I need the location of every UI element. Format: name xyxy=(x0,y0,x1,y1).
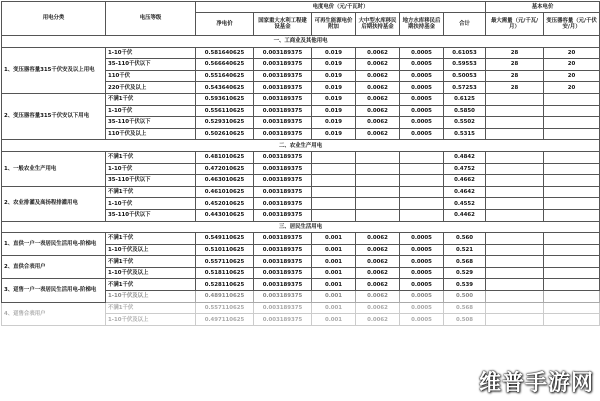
watermark: 维普手游网 xyxy=(478,371,594,396)
col-voltage: 电压等级 xyxy=(106,2,196,36)
f1-cell: 0.003189375 xyxy=(254,105,312,117)
demand-cell xyxy=(486,244,544,256)
total-cell: 0.4752 xyxy=(444,163,486,175)
table-row xyxy=(2,151,600,163)
f3-cell xyxy=(356,151,400,163)
cap-cell xyxy=(544,244,600,256)
f4-cell: 0.0005 xyxy=(400,291,444,303)
total-cell: 0.4842 xyxy=(444,151,486,163)
demand-cell: 28 xyxy=(486,59,544,71)
cap-cell: 20 xyxy=(544,59,600,71)
f2-cell: 0.019 xyxy=(312,93,356,105)
col-price-group: 电度电价（元/千瓦时） xyxy=(196,2,486,13)
f3-cell: 0.0062 xyxy=(356,256,400,268)
f1-cell: 0.003189375 xyxy=(254,82,312,94)
col-basic-group: 基本电价 xyxy=(486,2,600,13)
demand-cell: 28 xyxy=(486,70,544,82)
total-cell: 0.4552 xyxy=(444,198,486,210)
total-cell: 0.5315 xyxy=(444,128,486,140)
cap-cell: 20 xyxy=(544,47,600,59)
net-cell: 0.529310625 xyxy=(196,117,254,129)
net-cell: 0.461010625 xyxy=(196,186,254,198)
f3-cell: 0.0062 xyxy=(356,47,400,59)
net-cell: 0.528110625 xyxy=(196,279,254,291)
f1-cell: 0.003189375 xyxy=(254,198,312,210)
voltage-cell: 1-10千伏及以上 xyxy=(106,291,196,303)
cap-cell xyxy=(544,209,600,221)
total-cell: 0.539 xyxy=(444,279,486,291)
net-cell: 0.566640625 xyxy=(196,59,254,71)
f1-cell: 0.003189375 xyxy=(254,302,312,314)
demand-cell: 28 xyxy=(486,82,544,94)
net-cell: 0.463010625 xyxy=(196,175,254,187)
category-cell: 2、变压器容量315千伏安以下用电 xyxy=(2,93,106,139)
f2-cell: 0.001 xyxy=(312,256,356,268)
f3-cell: 0.0062 xyxy=(356,93,400,105)
f4-cell: 0.0005 xyxy=(400,82,444,94)
col-category: 用电分类 xyxy=(2,2,106,36)
f1-cell: 0.003189375 xyxy=(254,244,312,256)
demand-cell xyxy=(486,105,544,117)
cap-cell xyxy=(544,105,600,117)
demand-cell xyxy=(486,175,544,187)
f2-cell xyxy=(312,151,356,163)
section-title: 二、农业生产用电 xyxy=(2,140,600,152)
col-fund3: 大中型水库移民后期扶持基金 xyxy=(356,13,400,36)
col-fund1: 国家重大水利工程建设基金 xyxy=(254,13,312,36)
f2-cell: 0.019 xyxy=(312,105,356,117)
f2-cell xyxy=(312,209,356,221)
voltage-cell: 35-110千伏以下 xyxy=(106,175,196,187)
f1-cell: 0.003189375 xyxy=(254,151,312,163)
demand-cell xyxy=(486,256,544,268)
table-row xyxy=(2,93,600,105)
category-cell: 4、趸售合表用户 xyxy=(2,302,106,325)
net-cell: 0.472010625 xyxy=(196,163,254,175)
f4-cell xyxy=(400,209,444,221)
f2-cell: 0.001 xyxy=(312,279,356,291)
f2-cell: 0.001 xyxy=(312,244,356,256)
total-cell: 0.500 xyxy=(444,291,486,303)
f4-cell xyxy=(400,198,444,210)
f4-cell xyxy=(400,151,444,163)
f1-cell: 0.003189375 xyxy=(254,70,312,82)
f2-cell: 0.019 xyxy=(312,70,356,82)
section-title: 一、工商业及其他用电 xyxy=(2,36,600,48)
category-cell: 1、一般农业生产用电 xyxy=(2,151,106,186)
voltage-cell: 110千伏及以上 xyxy=(106,128,196,140)
net-cell: 0.518110625 xyxy=(196,267,254,279)
net-cell: 0.557110625 xyxy=(196,256,254,268)
demand-cell xyxy=(486,314,544,326)
f1-cell: 0.003189375 xyxy=(254,128,312,140)
f2-cell: 0.001 xyxy=(312,233,356,245)
col-total: 合计 xyxy=(444,13,486,36)
f1-cell: 0.003189375 xyxy=(254,256,312,268)
cap-cell xyxy=(544,186,600,198)
f1-cell: 0.003189375 xyxy=(254,59,312,71)
net-cell: 0.551640625 xyxy=(196,70,254,82)
f1-cell: 0.003189375 xyxy=(254,47,312,59)
f1-cell: 0.003189375 xyxy=(254,163,312,175)
f2-cell xyxy=(312,175,356,187)
category-cell: 3、趸售一户一表居民生活用电-阶梯电 xyxy=(2,279,106,302)
f1-cell: 0.003189375 xyxy=(254,186,312,198)
net-cell: 0.452010625 xyxy=(196,198,254,210)
cap-cell xyxy=(544,198,600,210)
voltage-cell: 不满1千伏 xyxy=(106,302,196,314)
col-max-demand: 最大需量（元/千瓦/月） xyxy=(486,13,544,36)
total-cell: 0.59553 xyxy=(444,59,486,71)
f3-cell: 0.0062 xyxy=(356,233,400,245)
f1-cell: 0.003189375 xyxy=(254,209,312,221)
f3-cell: 0.0062 xyxy=(356,128,400,140)
total-cell: 0.4662 xyxy=(444,175,486,187)
f3-cell: 0.0062 xyxy=(356,59,400,71)
f2-cell: 0.001 xyxy=(312,302,356,314)
f4-cell xyxy=(400,163,444,175)
f2-cell: 0.019 xyxy=(312,82,356,94)
cap-cell xyxy=(544,256,600,268)
f1-cell: 0.003189375 xyxy=(254,233,312,245)
cap-cell xyxy=(544,175,600,187)
f3-cell: 0.0062 xyxy=(356,117,400,129)
f2-cell: 0.019 xyxy=(312,117,356,129)
cap-cell xyxy=(544,314,600,326)
total-cell: 0.4642 xyxy=(444,186,486,198)
cap-cell: 20 xyxy=(544,70,600,82)
f4-cell: 0.0005 xyxy=(400,279,444,291)
voltage-cell: 220千伏及以上 xyxy=(106,82,196,94)
f3-cell: 0.0062 xyxy=(356,302,400,314)
net-cell: 0.549110625 xyxy=(196,233,254,245)
cap-cell xyxy=(544,291,600,303)
f3-cell: 0.0062 xyxy=(356,82,400,94)
f2-cell: 0.019 xyxy=(312,128,356,140)
f1-cell: 0.003189375 xyxy=(254,314,312,326)
f2-cell xyxy=(312,163,356,175)
cap-cell xyxy=(544,302,600,314)
f4-cell: 0.0005 xyxy=(400,70,444,82)
cap-cell xyxy=(544,128,600,140)
f1-cell: 0.003189375 xyxy=(254,291,312,303)
cap-cell xyxy=(544,117,600,129)
demand-cell xyxy=(486,151,544,163)
cap-cell xyxy=(544,163,600,175)
f3-cell: 0.0062 xyxy=(356,279,400,291)
cap-cell: 20 xyxy=(544,82,600,94)
voltage-cell: 不满1千伏 xyxy=(106,93,196,105)
f4-cell: 0.0005 xyxy=(400,59,444,71)
table-row xyxy=(2,47,600,59)
f2-cell: 0.019 xyxy=(312,59,356,71)
category-cell: 1、变压器容量315千伏安及以上用电 xyxy=(2,47,106,93)
net-cell: 0.443010625 xyxy=(196,209,254,221)
voltage-cell: 35-110千伏以下 xyxy=(106,209,196,221)
f1-cell: 0.003189375 xyxy=(254,267,312,279)
f4-cell: 0.0005 xyxy=(400,244,444,256)
voltage-cell: 不满1千伏 xyxy=(106,151,196,163)
net-cell: 0.557110625 xyxy=(196,302,254,314)
f4-cell xyxy=(400,186,444,198)
demand-cell xyxy=(486,209,544,221)
total-cell: 0.521 xyxy=(444,244,486,256)
demand-cell xyxy=(486,93,544,105)
voltage-cell: 110千伏 xyxy=(106,70,196,82)
f1-cell: 0.003189375 xyxy=(254,175,312,187)
table-row xyxy=(2,233,600,245)
voltage-cell: 1-10千伏及以上 xyxy=(106,267,196,279)
net-cell: 0.510110625 xyxy=(196,244,254,256)
net-cell: 0.502610625 xyxy=(196,128,254,140)
f4-cell: 0.0005 xyxy=(400,93,444,105)
f2-cell: 0.001 xyxy=(312,291,356,303)
f3-cell: 0.0062 xyxy=(356,105,400,117)
tariff-table xyxy=(1,1,600,326)
col-net: 净电价 xyxy=(196,13,254,36)
voltage-cell: 1-10千伏 xyxy=(106,105,196,117)
f3-cell xyxy=(356,186,400,198)
f3-cell: 0.0062 xyxy=(356,244,400,256)
voltage-cell: 1-10千伏 xyxy=(106,198,196,210)
cap-cell xyxy=(544,233,600,245)
total-cell: 0.568 xyxy=(444,256,486,268)
net-cell: 0.481010625 xyxy=(196,151,254,163)
f4-cell: 0.0005 xyxy=(400,128,444,140)
total-cell: 0.5502 xyxy=(444,117,486,129)
f2-cell: 0.001 xyxy=(312,314,356,326)
demand-cell xyxy=(486,128,544,140)
demand-cell xyxy=(486,186,544,198)
f4-cell: 0.0005 xyxy=(400,233,444,245)
cap-cell xyxy=(544,267,600,279)
net-cell: 0.497110625 xyxy=(196,314,254,326)
table-row xyxy=(2,256,600,268)
total-cell: 0.568 xyxy=(444,302,486,314)
total-cell: 0.560 xyxy=(444,233,486,245)
total-cell: 0.50053 xyxy=(444,70,486,82)
col-capacity: 变压器容量（元/千伏安/月） xyxy=(544,13,600,36)
table-row xyxy=(2,186,600,198)
demand-cell xyxy=(486,198,544,210)
demand-cell xyxy=(486,279,544,291)
f3-cell xyxy=(356,209,400,221)
net-cell: 0.489110625 xyxy=(196,291,254,303)
table-row xyxy=(2,279,600,291)
net-cell: 0.593610625 xyxy=(196,93,254,105)
voltage-cell: 不满1千伏 xyxy=(106,279,196,291)
demand-cell xyxy=(486,117,544,129)
total-cell: 0.57253 xyxy=(444,82,486,94)
total-cell: 0.6125 xyxy=(444,93,486,105)
category-cell: 1、直供一户一表居民生活用电-阶梯电 xyxy=(2,233,106,256)
demand-cell xyxy=(486,267,544,279)
f2-cell xyxy=(312,186,356,198)
cap-cell xyxy=(544,151,600,163)
net-cell: 0.581640625 xyxy=(196,47,254,59)
demand-cell xyxy=(486,233,544,245)
voltage-cell: 不满1千伏 xyxy=(106,186,196,198)
net-cell: 0.543640625 xyxy=(196,82,254,94)
cap-cell xyxy=(544,93,600,105)
f3-cell xyxy=(356,163,400,175)
voltage-cell: 不满1千伏 xyxy=(106,233,196,245)
f3-cell xyxy=(356,175,400,187)
f3-cell: 0.0062 xyxy=(356,70,400,82)
f3-cell: 0.0062 xyxy=(356,314,400,326)
f4-cell: 0.0005 xyxy=(400,47,444,59)
f4-cell: 0.0005 xyxy=(400,267,444,279)
table-body xyxy=(2,36,600,326)
f3-cell xyxy=(356,198,400,210)
demand-cell xyxy=(486,291,544,303)
section-title: 三、居民生活用电 xyxy=(2,221,600,233)
f1-cell: 0.003189375 xyxy=(254,117,312,129)
voltage-cell: 1-10千伏及以上 xyxy=(106,314,196,326)
demand-cell xyxy=(486,163,544,175)
table-row xyxy=(2,302,600,314)
voltage-cell: 1-10千伏 xyxy=(106,47,196,59)
total-cell: 0.508 xyxy=(444,314,486,326)
total-cell: 0.4462 xyxy=(444,209,486,221)
col-fund4: 地方水库移民后期扶持基金 xyxy=(400,13,444,36)
f4-cell: 0.0005 xyxy=(400,117,444,129)
f2-cell: 0.019 xyxy=(312,47,356,59)
category-cell: 2、农业排灌及高扬程排灌用电 xyxy=(2,186,106,221)
voltage-cell: 1-10千伏及以上 xyxy=(106,244,196,256)
f4-cell: 0.0005 xyxy=(400,256,444,268)
total-cell: 0.5850 xyxy=(444,105,486,117)
f1-cell: 0.003189375 xyxy=(254,93,312,105)
f2-cell xyxy=(312,198,356,210)
net-cell: 0.556110625 xyxy=(196,105,254,117)
total-cell: 0.61053 xyxy=(444,47,486,59)
total-cell: 0.529 xyxy=(444,267,486,279)
f3-cell: 0.0062 xyxy=(356,291,400,303)
category-cell: 2、直供合表用户 xyxy=(2,256,106,279)
f1-cell: 0.003189375 xyxy=(254,279,312,291)
demand-cell xyxy=(486,302,544,314)
voltage-cell: 1-10千伏 xyxy=(106,163,196,175)
voltage-cell: 不满1千伏 xyxy=(106,256,196,268)
f4-cell xyxy=(400,175,444,187)
voltage-cell: 35-110千伏以下 xyxy=(106,117,196,129)
demand-cell: 28 xyxy=(486,47,544,59)
f3-cell: 0.0062 xyxy=(356,267,400,279)
f4-cell: 0.0005 xyxy=(400,105,444,117)
f4-cell: 0.0005 xyxy=(400,314,444,326)
col-fund2: 可再生能源电价附加 xyxy=(312,13,356,36)
f2-cell: 0.001 xyxy=(312,267,356,279)
cap-cell xyxy=(544,279,600,291)
f4-cell: 0.0005 xyxy=(400,302,444,314)
voltage-cell: 35-110千伏以下 xyxy=(106,59,196,71)
